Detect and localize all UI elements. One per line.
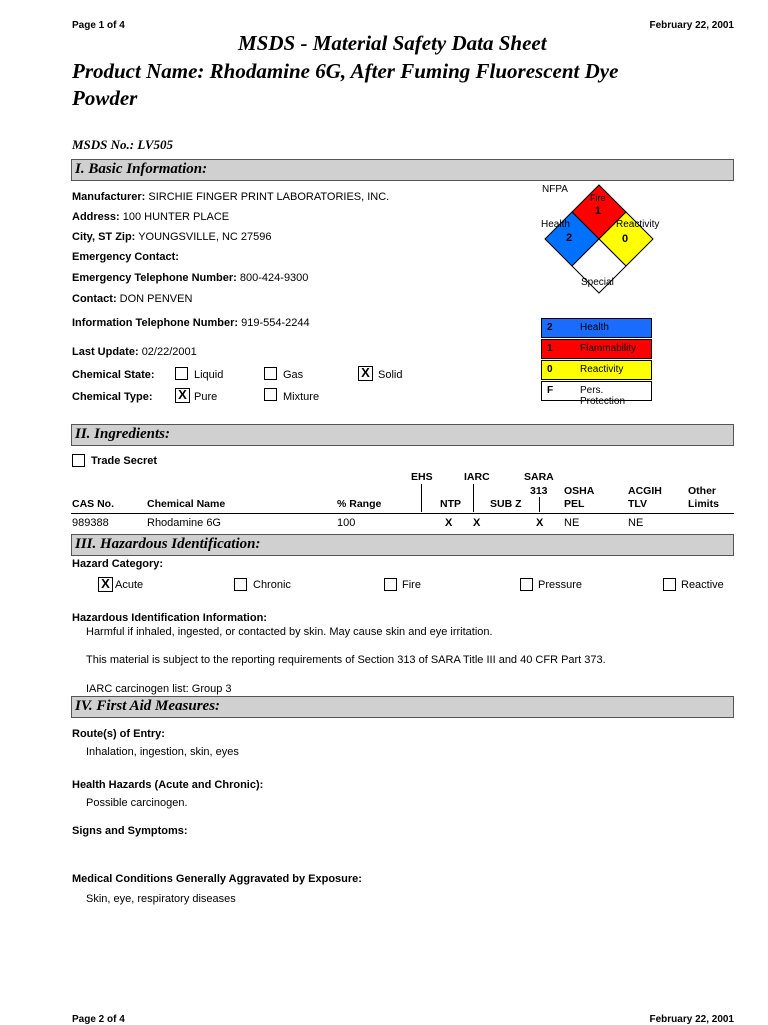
pressure-checkbox[interactable] (520, 578, 533, 591)
iarc-divider (473, 484, 474, 512)
pure-checkbox[interactable]: X (175, 388, 190, 403)
section-basic-information (71, 159, 734, 181)
hazard-info-label: Hazardous Identification Information: (72, 612, 267, 624)
section-heading: I. Basic Information: (75, 161, 208, 177)
section-heading: III. Hazardous Identification: (75, 536, 261, 552)
legend-health (541, 318, 652, 338)
legend-flammability-label: Flammability (580, 343, 637, 354)
legend-reactivity-value: 0 (547, 364, 553, 375)
cas-cell: 989388 (72, 517, 109, 529)
cas-header: CAS No. (72, 498, 114, 510)
subz-header: SUB Z (490, 498, 522, 510)
product-name-line2: Powder (72, 86, 138, 110)
legend-protection (541, 381, 652, 407)
hazard-info-line1: Harmful if inhaled, ingested, or contacted by skin. May cause skin and eye irritation. (86, 626, 493, 638)
other-limits-header: Limits (688, 498, 719, 510)
medical-conditions-label: Medical Conditions Generally Aggravated by Exposure: (72, 873, 362, 885)
legend-protection-value: F (547, 385, 554, 396)
chemical-name-header: Chemical Name (147, 498, 226, 510)
nfpa-title: NFPA (542, 184, 568, 195)
footer-date: February 22, 2001 (649, 1014, 734, 1025)
manufacturer-row (72, 191, 389, 203)
signs-label: Signs and Symptoms: (72, 825, 188, 837)
last-update-value: 02/22/2001 (141, 346, 197, 358)
address-value: 100 HUNTER PLACE (122, 211, 230, 223)
hazard-info-line2: This material is subject to the reporting requirements of Section 313 of SARA Title III and 40 CFR Part 373. (86, 654, 606, 666)
document-title: MSDS - Material Safety Data Sheet (238, 31, 547, 55)
nfpa-special-label: Special (581, 277, 614, 288)
contact-row (72, 293, 192, 305)
other-header: Other (688, 485, 717, 497)
manufacturer-value: SIRCHIE FINGER PRINT LABORATORIES, INC. (148, 191, 390, 203)
range-header: % Range (337, 498, 382, 510)
ntp-header: NTP (440, 498, 461, 510)
medical-conditions-value: Skin, eye, respiratory diseases (86, 893, 236, 905)
footer-page-number: Page 2 of 4 (72, 1014, 125, 1025)
pure-label: Pure (194, 391, 218, 403)
last-update-label: Last Update: (72, 346, 139, 358)
section-heading: II. Ingredients: (75, 426, 171, 442)
ntp-cell: X (445, 517, 453, 529)
mixture-label: Mixture (283, 391, 320, 403)
sara-divider (539, 497, 540, 512)
health-hazards-value: Possible carcinogen. (86, 797, 188, 809)
range-cell: 100 (337, 517, 356, 529)
trade-secret-label: Trade Secret (91, 455, 158, 467)
chronic-label: Chronic (253, 579, 291, 591)
section-heading: IV. First Aid Measures: (75, 698, 221, 714)
osha-cell: NE (564, 517, 580, 529)
page-number: Page 1 of 4 (72, 20, 125, 31)
legend-health-value: 2 (547, 322, 553, 333)
address-row (72, 211, 229, 223)
chronic-checkbox[interactable] (234, 578, 247, 591)
nfpa-health-label: Health (541, 219, 570, 230)
chemical-name-cell: Rhodamine 6G (147, 517, 221, 529)
emergency-phone-label: Emergency Telephone Number: (72, 272, 237, 284)
product-name-line1: Product Name: Rhodamine 6G, After Fuming Fluorescent Dye (72, 59, 619, 83)
section-ingredients (71, 424, 734, 446)
acgih-cell: NE (628, 517, 644, 529)
info-phone-label: Information Telephone Number: (72, 317, 239, 329)
table-header-rule (71, 513, 734, 514)
legend-reactivity-label: Reactivity (580, 364, 624, 375)
fire-label: Fire (402, 579, 421, 591)
solid-label: Solid (378, 369, 403, 381)
chemical-state-label: Chemical State: (72, 369, 155, 381)
mixture-checkbox[interactable] (264, 388, 277, 401)
emergency-phone-row (72, 272, 308, 284)
contact-label: Contact: (72, 293, 117, 305)
nfpa-fire-label: Fire (590, 193, 606, 203)
pressure-label: Pressure (538, 579, 583, 591)
iarc-header: IARC (464, 471, 490, 483)
legend-health-label: Health (580, 322, 609, 333)
legend-reactivity (541, 360, 652, 380)
legend-flammability-value: 1 (547, 343, 553, 354)
liquid-checkbox[interactable] (175, 367, 188, 380)
reactive-checkbox[interactable] (663, 578, 676, 591)
ehs-divider (421, 484, 422, 512)
city-value: YOUNGSVILLE, NC 27596 (138, 231, 272, 243)
nfpa-reactivity-value: 0 (622, 233, 629, 245)
iarc-cell: X (473, 517, 481, 529)
gas-label: Gas (283, 369, 304, 381)
manufacturer-label: Manufacturer: (72, 191, 146, 203)
legend-protection-label: Pers. Protection (580, 385, 626, 407)
emergency-phone-value: 800-424-9300 (239, 272, 309, 284)
solid-checkbox[interactable]: X (358, 366, 373, 381)
liquid-label: Liquid (194, 369, 224, 381)
health-hazards-label: Health Hazards (Acute and Chronic): (72, 779, 264, 791)
sara-header: SARA (524, 471, 554, 483)
chemical-type-label: Chemical Type: (72, 391, 153, 403)
trade-secret-checkbox[interactable] (72, 454, 85, 467)
osha-header: OSHA (564, 485, 595, 497)
hazard-info-line3: IARC carcinogen list: Group 3 (86, 683, 232, 695)
reactive-label: Reactive (681, 579, 724, 591)
address-label: Address: (72, 211, 120, 223)
legend-flammability (541, 339, 652, 359)
ehs-header: EHS (411, 471, 433, 483)
acgih-tlv-header: TLV (628, 498, 648, 510)
city-label: City, ST Zip: (72, 231, 136, 243)
hazard-category-label: Hazard Category: (72, 558, 164, 570)
acgih-header: ACGIH (628, 485, 662, 497)
city-row (72, 231, 272, 243)
gas-checkbox[interactable] (264, 367, 277, 380)
info-phone-row (72, 317, 310, 329)
last-update-row (72, 346, 197, 358)
page-date: February 22, 2001 (649, 20, 734, 31)
osha-pel-header: PEL (564, 498, 585, 510)
sara-cell: X (536, 517, 544, 529)
acute-label: Acute (115, 579, 144, 591)
routes-label: Route(s) of Entry: (72, 728, 165, 740)
info-phone-value: 919-554-2244 (241, 317, 310, 329)
nfpa-reactivity-label: Reactivity (616, 219, 660, 230)
msds-number: MSDS No.: LV505 (72, 137, 174, 152)
fire-checkbox[interactable] (384, 578, 397, 591)
emergency-contact-label: Emergency Contact: (72, 251, 179, 263)
nfpa-fire-value: 1 (595, 205, 602, 217)
nfpa-health-value: 2 (566, 232, 573, 244)
emergency-contact-row (72, 251, 179, 263)
section-hazard-identification (71, 534, 734, 556)
section-first-aid (71, 696, 734, 718)
sara-313-header: 313 (530, 485, 548, 497)
contact-value: DON PENVEN (119, 293, 193, 305)
routes-value: Inhalation, ingestion, skin, eyes (86, 746, 239, 758)
acute-checkbox[interactable]: X (98, 577, 113, 592)
